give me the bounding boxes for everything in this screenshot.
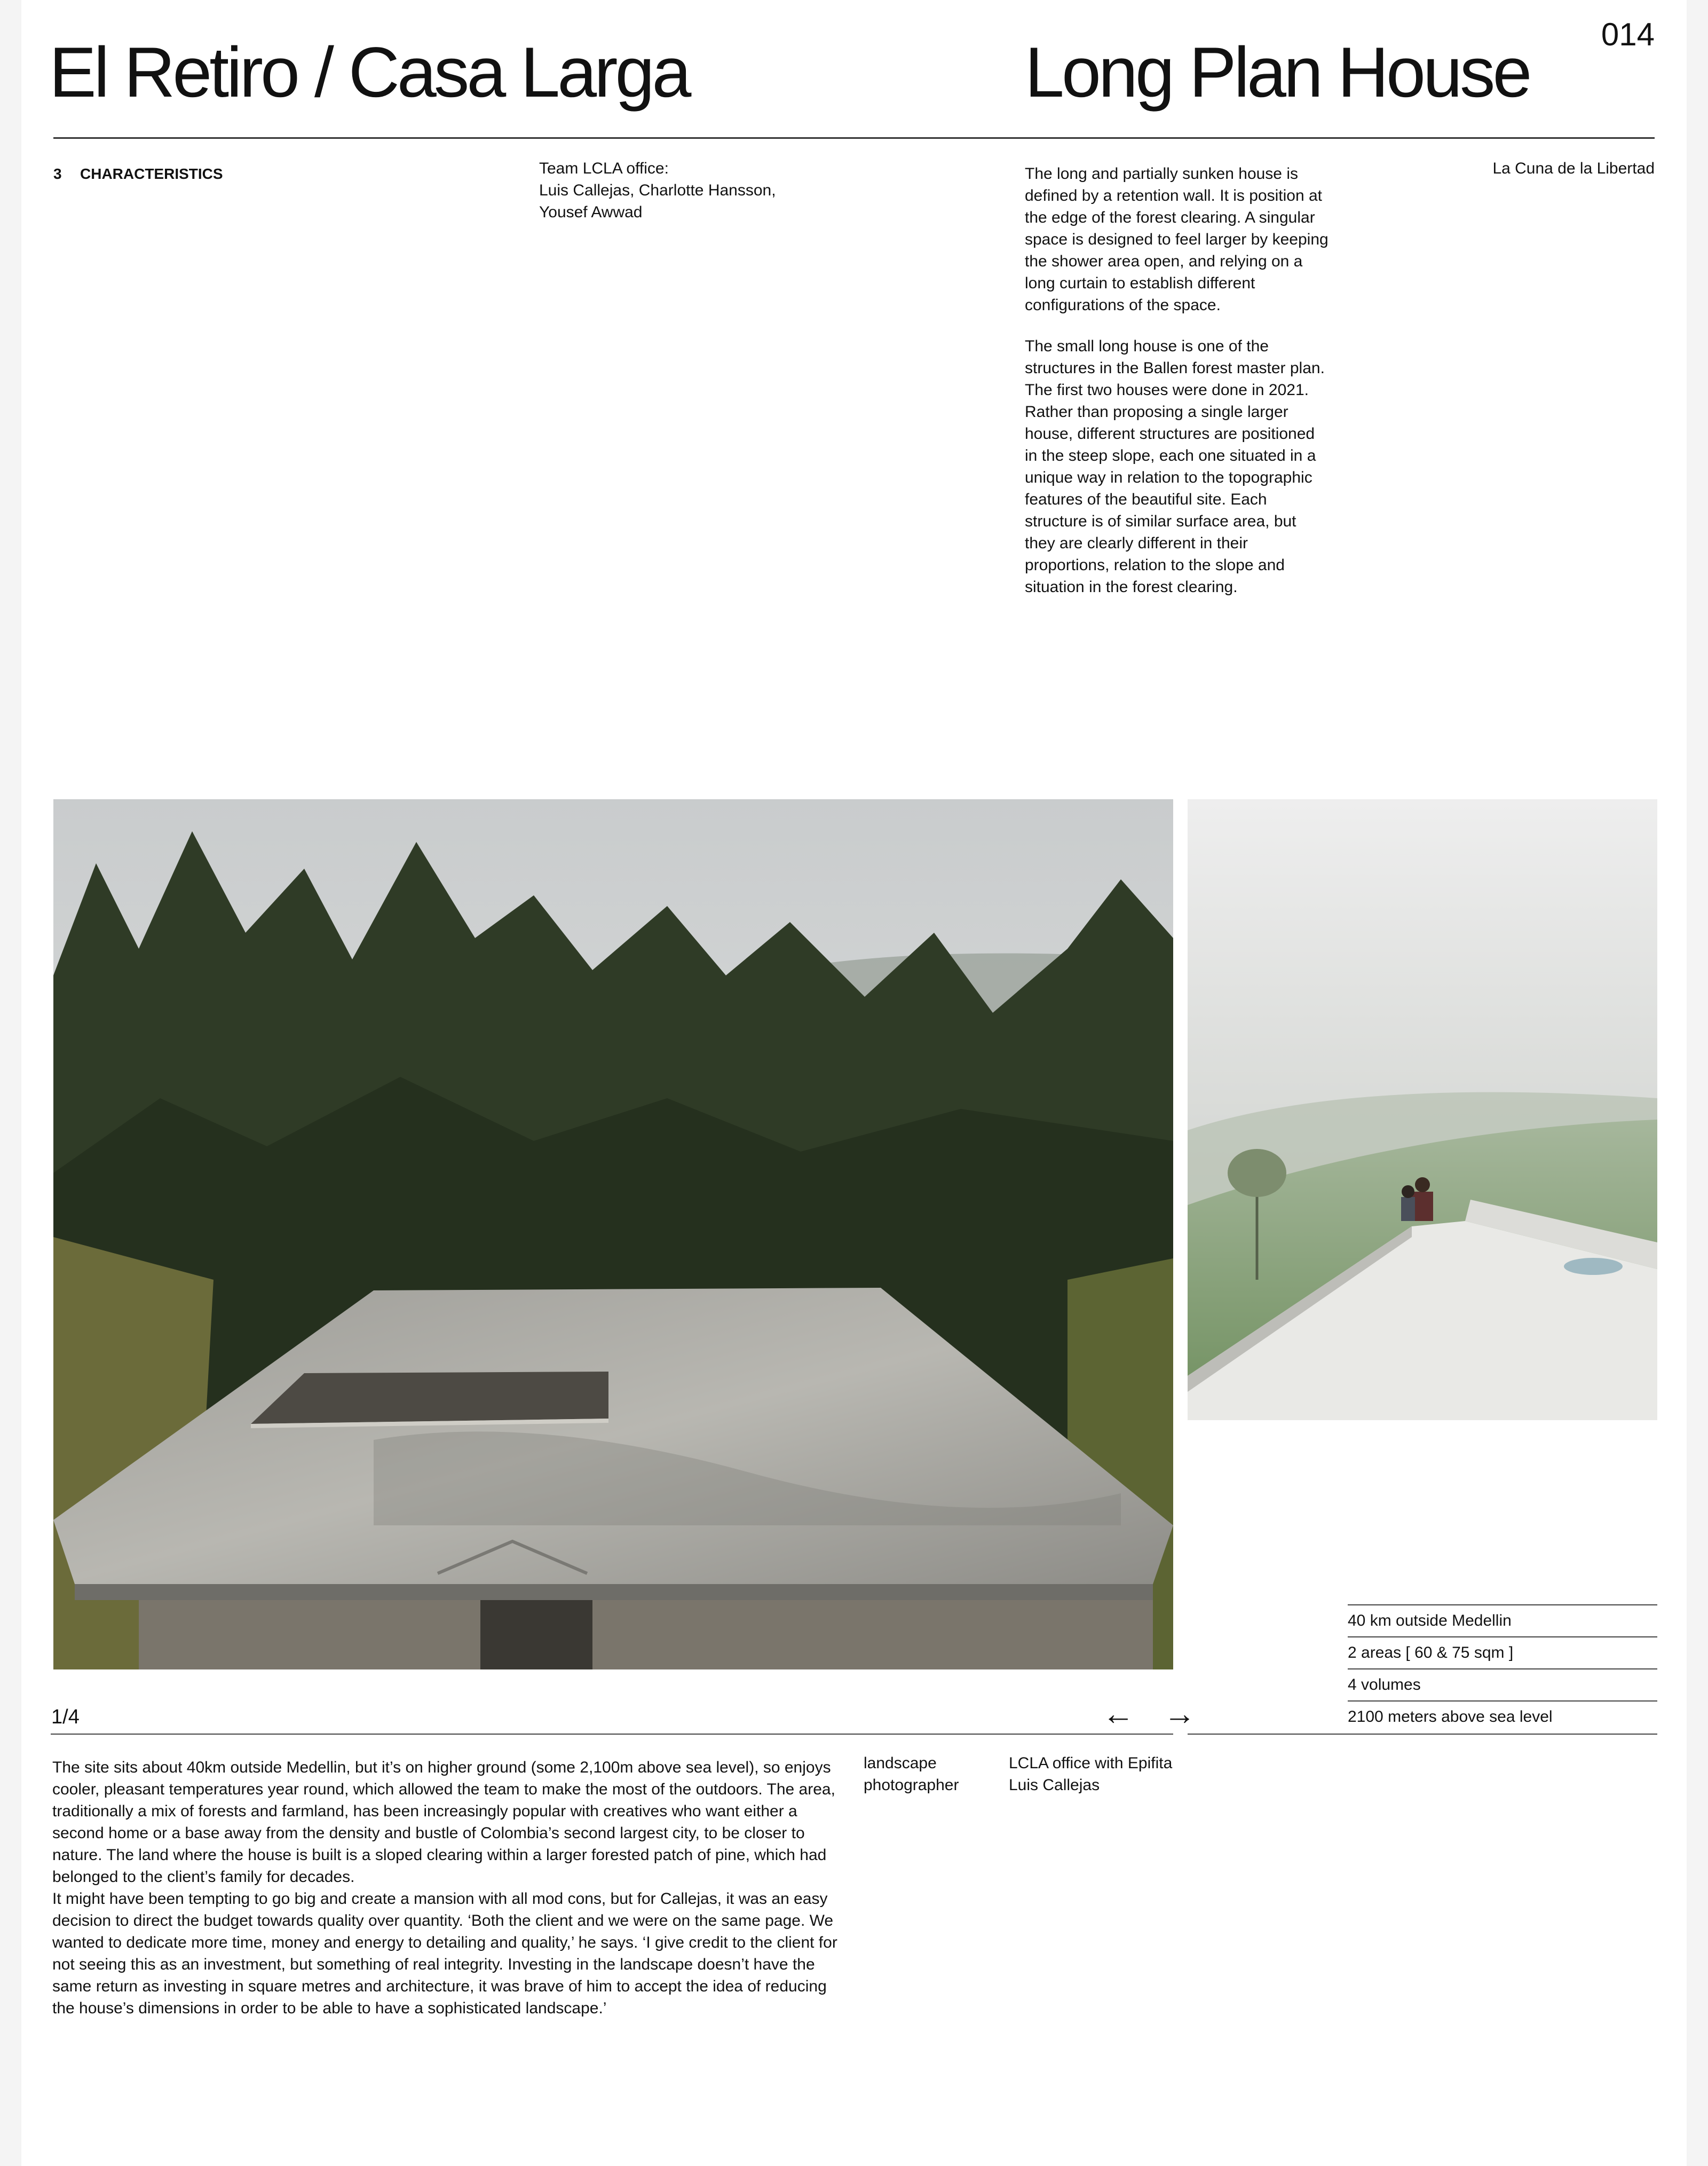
description — [1025, 163, 1329, 617]
section-label: CHARACTERISTICS — [80, 166, 223, 182]
gallery-rule — [51, 1734, 1173, 1735]
team-block — [539, 157, 817, 223]
project-title: El Retiro / Casa Larga — [49, 33, 689, 112]
arrow-left-icon[interactable]: ← — [1102, 1696, 1134, 1731]
arrow-right-icon[interactable]: → — [1164, 1696, 1196, 1731]
credits-names: LCLA office with Epifita Luis Callejas — [1009, 1754, 1173, 1794]
page — [21, 0, 1687, 2166]
spec-distance: 40 km outside Medellin — [1348, 1604, 1657, 1636]
team-members: Luis Callejas, Charlotte Hansson, Yousef Awwad — [539, 182, 776, 221]
specs-bottom-rule — [1188, 1734, 1657, 1735]
side-photo[interactable] — [1188, 799, 1657, 1420]
description-paragraph-2: The small long house is one of the structures in the Ballen forest master plan. The first two houses were done in 2021. Rather than proposing a single larger house, different structures are positioned in the steep slope, each one situated in a unique way in relation to the topographic features of the beautiful site. Each structure is of similar surface area, but they are clearly different in their proportions, relation to the slope and situation in the forest clearing. — [1025, 337, 1325, 596]
foggy-hill-person-image — [1188, 799, 1657, 1420]
spec-altitude: 2100 meters above sea level — [1348, 1700, 1657, 1732]
section-number: 3 — [53, 166, 62, 182]
spec-areas: 2 areas [ 60 & 75 sqm ] — [1348, 1636, 1657, 1668]
body-paragraph-1: The site sits about 40km outside Medellin, but it’s on higher ground (some 2,100m above sea level), so enjoys cooler, pleasant temperatures year round, which allowed the team to make the most of the outdoors. The area, traditionally a mix of forests and farmland, has been increasingly popular with creatives who want either a second home or a base away from the density and bustle of Colombia’s second largest city, to be closer to nature. The land where the house is built is a sloped clearing within a larger forested patch of pine, which had belonged to the client’s family for decades. — [52, 1759, 835, 1886]
location-name: La Cuna de la Libertad — [1492, 160, 1655, 177]
project-subtitle: Long Plan House — [1025, 33, 1530, 112]
gallery-counter: 1/4 — [51, 1706, 80, 1728]
specs-list — [1188, 1604, 1657, 1732]
header-rule — [53, 137, 1655, 139]
body-text — [52, 1757, 848, 2019]
main-photo[interactable] — [53, 799, 1173, 1669]
page-number: 014 — [1601, 17, 1655, 52]
team-heading: Team LCLA office: — [539, 160, 669, 177]
body-paragraph-2: It might have been tempting to go big and create a mansion with all mod cons, but for Callejas, it was an easy decision to direct the budget towards quality over quantity. ‘Both the client and we were on the same page. We wanted to dedicate more time, money and energy to detailing and quality,’ he says. ‘I give credit to the client for not seeing this as an investment, but something of real integrity. Investing in the landscape doesn’t have the same return as investing in square metres and architecture, it was brave of him to accept the idea of reducing the house’s dimensions in order to be able to have a sophisticated landscape.’ — [52, 1890, 837, 2017]
credits-role: landscape photographer — [864, 1754, 959, 1794]
spec-volumes: 4 volumes — [1348, 1668, 1657, 1700]
concrete-roof-forest-image — [53, 799, 1173, 1669]
description-paragraph-1: The long and partially sunken house is defined by a retention wall. It is position at the edge of the forest clearing. A singular space is designed to feel larger by keeping the shower area open, and relying on a long curtain to establish different configurations of the space. — [1025, 165, 1329, 314]
